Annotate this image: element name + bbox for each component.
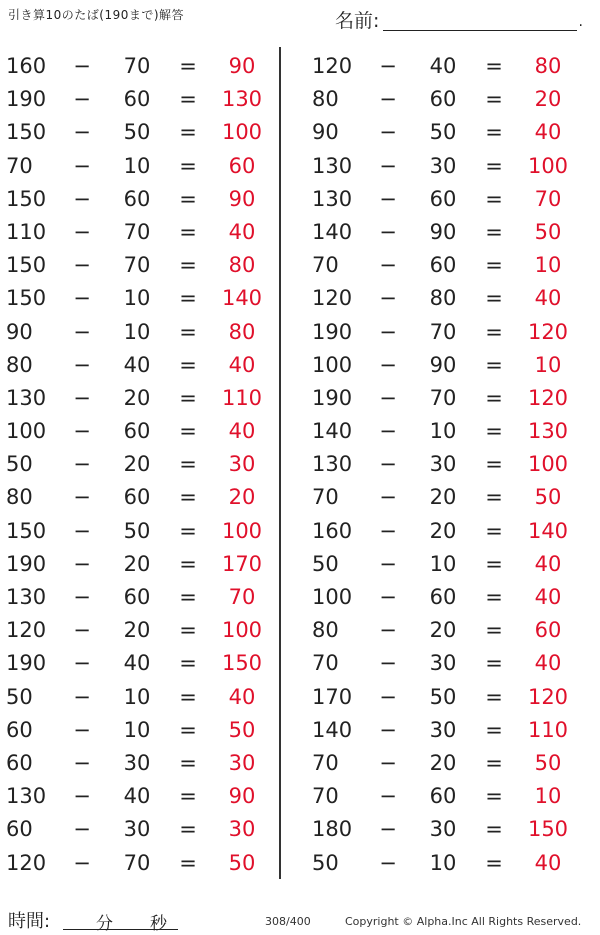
minus-sign: −	[379, 784, 397, 809]
minuend: 160	[6, 54, 47, 78]
answer: 90	[228, 186, 256, 211]
minuend: 70	[312, 651, 339, 676]
minus-sign: −	[379, 585, 397, 609]
minuend: 180	[312, 817, 353, 842]
minus-sign: −	[73, 817, 91, 842]
subtrahend: 30	[429, 651, 457, 676]
equals-sign: =	[179, 784, 197, 809]
equals-sign: =	[179, 352, 197, 377]
subtrahend: 60	[429, 784, 457, 809]
subtrahend: 40	[429, 54, 457, 78]
answer: 30	[228, 817, 256, 842]
answer: 70	[228, 585, 256, 609]
answer: 10	[534, 352, 562, 377]
answer: 130	[221, 87, 263, 112]
subtrahend: 10	[123, 717, 151, 742]
answer: 120	[527, 385, 569, 410]
minuend: 190	[6, 651, 47, 676]
subtrahend: 10	[429, 850, 457, 875]
equals-sign: =	[485, 186, 503, 211]
minus-sign: −	[73, 219, 91, 244]
minus-sign: −	[379, 850, 397, 875]
minuend: 80	[6, 352, 33, 377]
subtrahend: 90	[429, 352, 457, 377]
minuend: 80	[6, 485, 33, 510]
time-label: 時間:	[8, 911, 51, 932]
equals-sign: =	[179, 385, 197, 410]
subtrahend: 40	[123, 352, 151, 377]
subtrahend: 10	[123, 319, 151, 344]
subtrahend: 20	[429, 518, 457, 543]
minus-sign: −	[379, 684, 397, 709]
answer: 40	[228, 684, 256, 709]
minus-sign: −	[73, 153, 91, 178]
answer: 140	[527, 518, 569, 543]
equals-sign: =	[179, 319, 197, 344]
subtrahend: 80	[429, 286, 457, 311]
subtrahend: 60	[429, 253, 457, 278]
answer: 130	[527, 419, 569, 444]
minus-sign: −	[73, 87, 91, 112]
minutes-label: 分	[96, 914, 113, 934]
subtrahend: 60	[429, 186, 457, 211]
equals-sign: =	[179, 419, 197, 444]
subtrahend: 70	[123, 850, 151, 875]
subtrahend: 20	[429, 618, 457, 643]
minuend: 80	[312, 618, 339, 643]
answer: 110	[221, 385, 263, 410]
minuend: 150	[6, 186, 47, 211]
minus-sign: −	[73, 419, 91, 444]
subtrahend: 10	[429, 419, 457, 444]
answer: 40	[228, 419, 256, 444]
minuend: 50	[6, 684, 33, 709]
minuend: 70	[6, 153, 33, 178]
worksheet-title: 引き算10のたば(190まで)解答	[8, 8, 185, 22]
minuend: 150	[6, 518, 47, 543]
subtrahend: 30	[429, 153, 457, 178]
minuend: 130	[6, 784, 47, 809]
subtrahend: 30	[429, 717, 457, 742]
name-period: .	[578, 14, 583, 30]
name-underline	[383, 30, 577, 31]
minuend: 50	[312, 850, 339, 875]
subtrahend: 60	[123, 485, 151, 510]
answer: 20	[228, 485, 256, 510]
minus-sign: −	[379, 120, 397, 145]
minus-sign: −	[379, 518, 397, 543]
minuend: 140	[312, 717, 353, 742]
equals-sign: =	[485, 651, 503, 676]
answer: 60	[534, 618, 562, 643]
answer: 100	[527, 452, 569, 477]
minus-sign: −	[379, 286, 397, 311]
answer: 50	[534, 485, 562, 510]
minuend: 60	[6, 750, 33, 775]
answer: 40	[228, 219, 256, 244]
subtrahend: 20	[123, 385, 151, 410]
subtrahend: 10	[429, 551, 457, 576]
subtrahend: 60	[123, 87, 151, 112]
answer: 40	[534, 286, 562, 311]
equals-sign: =	[179, 717, 197, 742]
equals-sign: =	[485, 585, 503, 609]
equals-sign: =	[485, 817, 503, 842]
minuend: 130	[6, 585, 47, 609]
equals-sign: =	[179, 518, 197, 543]
minuend: 120	[6, 850, 47, 875]
equals-sign: =	[485, 253, 503, 278]
answer: 40	[228, 352, 256, 377]
answer: 50	[534, 219, 562, 244]
equals-sign: =	[485, 120, 503, 145]
equals-sign: =	[179, 54, 197, 78]
minuend: 90	[6, 319, 33, 344]
answer: 100	[527, 153, 569, 178]
equals-sign: =	[485, 352, 503, 377]
subtrahend: 10	[123, 684, 151, 709]
equals-sign: =	[179, 585, 197, 609]
minus-sign: −	[379, 54, 397, 78]
minuend: 120	[312, 54, 353, 78]
minuend: 100	[6, 419, 47, 444]
minuend: 190	[312, 319, 353, 344]
answer: 80	[228, 319, 256, 344]
minus-sign: −	[73, 253, 91, 278]
minus-sign: −	[73, 385, 91, 410]
answer: 50	[228, 717, 256, 742]
subtrahend: 50	[123, 518, 151, 543]
minus-sign: −	[379, 319, 397, 344]
equals-sign: =	[485, 518, 503, 543]
equals-sign: =	[485, 153, 503, 178]
answer: 30	[228, 452, 256, 477]
minuend: 150	[6, 120, 47, 145]
page-number: 308/400	[265, 915, 311, 928]
subtrahend: 20	[429, 750, 457, 775]
minus-sign: −	[379, 651, 397, 676]
subtrahend: 50	[123, 120, 151, 145]
subtrahend: 30	[429, 817, 457, 842]
answer: 100	[221, 618, 263, 643]
equals-sign: =	[485, 750, 503, 775]
answer: 50	[228, 850, 256, 875]
equals-sign: =	[485, 551, 503, 576]
answer: 120	[527, 319, 569, 344]
minus-sign: −	[73, 120, 91, 145]
equals-sign: =	[485, 618, 503, 643]
equals-sign: =	[485, 286, 503, 311]
equals-sign: =	[179, 485, 197, 510]
minuend: 130	[312, 153, 353, 178]
subtrahend: 20	[123, 452, 151, 477]
answer: 60	[228, 153, 256, 178]
answer: 10	[534, 784, 562, 809]
subtrahend: 90	[429, 219, 457, 244]
answer: 150	[221, 651, 263, 676]
minus-sign: −	[73, 352, 91, 377]
equals-sign: =	[179, 651, 197, 676]
minus-sign: −	[379, 186, 397, 211]
subtrahend: 70	[123, 54, 151, 78]
answer: 150	[527, 817, 569, 842]
minus-sign: −	[73, 618, 91, 643]
subtrahend: 60	[123, 186, 151, 211]
minuend: 150	[6, 253, 47, 278]
equals-sign: =	[179, 286, 197, 311]
subtrahend: 30	[123, 817, 151, 842]
minus-sign: −	[73, 286, 91, 311]
equals-sign: =	[179, 551, 197, 576]
subtrahend: 50	[429, 684, 457, 709]
minuend: 80	[312, 87, 339, 112]
minuend: 190	[6, 87, 47, 112]
subtrahend: 30	[123, 750, 151, 775]
minuend: 130	[312, 186, 353, 211]
minus-sign: −	[379, 253, 397, 278]
answer: 90	[228, 54, 256, 78]
copyright-notice: Copyright © Alpha.Inc All Rights Reserved.	[345, 915, 582, 928]
minus-sign: −	[73, 54, 91, 78]
minuend: 70	[312, 253, 339, 278]
minuend: 100	[312, 585, 353, 609]
equals-sign: =	[179, 186, 197, 211]
minus-sign: −	[379, 153, 397, 178]
subtrahend: 20	[123, 551, 151, 576]
minuend: 70	[312, 784, 339, 809]
minus-sign: −	[379, 717, 397, 742]
subtrahend: 20	[429, 485, 457, 510]
equals-sign: =	[485, 219, 503, 244]
minuend: 70	[312, 485, 339, 510]
answer: 40	[534, 551, 562, 576]
answer: 90	[228, 784, 256, 809]
equals-sign: =	[179, 153, 197, 178]
minuend: 150	[6, 286, 47, 311]
subtrahend: 70	[123, 253, 151, 278]
minus-sign: −	[73, 319, 91, 344]
minuend: 60	[6, 717, 33, 742]
minus-sign: −	[379, 419, 397, 444]
subtrahend: 60	[123, 419, 151, 444]
minuend: 100	[312, 352, 353, 377]
minus-sign: −	[73, 651, 91, 676]
subtrahend: 40	[123, 784, 151, 809]
equals-sign: =	[179, 817, 197, 842]
equals-sign: =	[485, 684, 503, 709]
minuend: 120	[312, 286, 353, 311]
minus-sign: −	[73, 585, 91, 609]
minuend: 140	[312, 419, 353, 444]
column-divider	[279, 47, 281, 879]
equals-sign: =	[485, 54, 503, 78]
minuend: 90	[312, 120, 339, 145]
subtrahend: 70	[429, 385, 457, 410]
subtrahend: 10	[123, 286, 151, 311]
minuend: 130	[6, 385, 47, 410]
minus-sign: −	[73, 784, 91, 809]
answer: 100	[221, 120, 263, 145]
answer: 110	[527, 717, 569, 742]
equals-sign: =	[485, 452, 503, 477]
answer: 20	[534, 87, 562, 112]
subtrahend: 60	[429, 585, 457, 609]
equals-sign: =	[485, 319, 503, 344]
subtrahend: 10	[123, 153, 151, 178]
minus-sign: −	[379, 452, 397, 477]
minus-sign: −	[379, 352, 397, 377]
equals-sign: =	[179, 120, 197, 145]
minus-sign: −	[379, 750, 397, 775]
minus-sign: −	[379, 219, 397, 244]
answer: 140	[221, 286, 263, 311]
equals-sign: =	[179, 618, 197, 643]
answer: 40	[534, 585, 562, 609]
minuend: 50	[312, 551, 339, 576]
minus-sign: −	[379, 385, 397, 410]
equals-sign: =	[485, 385, 503, 410]
subtrahend: 50	[429, 120, 457, 145]
equals-sign: =	[485, 419, 503, 444]
equals-sign: =	[485, 784, 503, 809]
minuend: 120	[6, 618, 47, 643]
minus-sign: −	[379, 817, 397, 842]
equals-sign: =	[179, 219, 197, 244]
equals-sign: =	[179, 684, 197, 709]
minus-sign: −	[73, 850, 91, 875]
answer: 70	[534, 186, 562, 211]
minus-sign: −	[73, 186, 91, 211]
answer: 50	[534, 750, 562, 775]
answer: 40	[534, 651, 562, 676]
minus-sign: −	[379, 551, 397, 576]
answer: 170	[221, 551, 263, 576]
minus-sign: −	[73, 551, 91, 576]
minus-sign: −	[73, 485, 91, 510]
minuend: 60	[6, 817, 33, 842]
minus-sign: −	[379, 618, 397, 643]
equals-sign: =	[485, 485, 503, 510]
minuend: 50	[6, 452, 33, 477]
minuend: 140	[312, 219, 353, 244]
equals-sign: =	[179, 87, 197, 112]
subtrahend: 60	[429, 87, 457, 112]
equals-sign: =	[179, 253, 197, 278]
answer: 120	[527, 684, 569, 709]
answer: 80	[228, 253, 256, 278]
answer: 40	[534, 850, 562, 875]
equals-sign: =	[179, 850, 197, 875]
minuend: 190	[312, 385, 353, 410]
equals-sign: =	[179, 452, 197, 477]
minus-sign: −	[379, 485, 397, 510]
minuend: 130	[312, 452, 353, 477]
name-label: 名前:	[335, 10, 380, 32]
subtrahend: 20	[123, 618, 151, 643]
name-field	[335, 6, 585, 32]
subtrahend: 60	[123, 585, 151, 609]
minus-sign: −	[73, 518, 91, 543]
minuend: 190	[6, 551, 47, 576]
minus-sign: −	[73, 452, 91, 477]
subtrahend: 40	[123, 651, 151, 676]
minus-sign: −	[379, 87, 397, 112]
minuend: 110	[6, 219, 47, 244]
subtrahend: 70	[123, 219, 151, 244]
equals-sign: =	[485, 717, 503, 742]
minuend: 170	[312, 684, 353, 709]
answer: 30	[228, 750, 256, 775]
answer: 100	[221, 518, 263, 543]
answer: 10	[534, 253, 562, 278]
answer: 40	[534, 120, 562, 145]
time-field	[8, 907, 178, 934]
equals-sign: =	[485, 850, 503, 875]
minuend: 70	[312, 750, 339, 775]
minuend: 160	[312, 518, 353, 543]
subtrahend: 30	[429, 452, 457, 477]
minus-sign: −	[73, 717, 91, 742]
minus-sign: −	[73, 750, 91, 775]
seconds-label: 秒	[150, 914, 167, 934]
answer: 80	[534, 54, 562, 78]
subtrahend: 70	[429, 319, 457, 344]
equals-sign: =	[179, 750, 197, 775]
equals-sign: =	[485, 87, 503, 112]
minus-sign: −	[73, 684, 91, 709]
